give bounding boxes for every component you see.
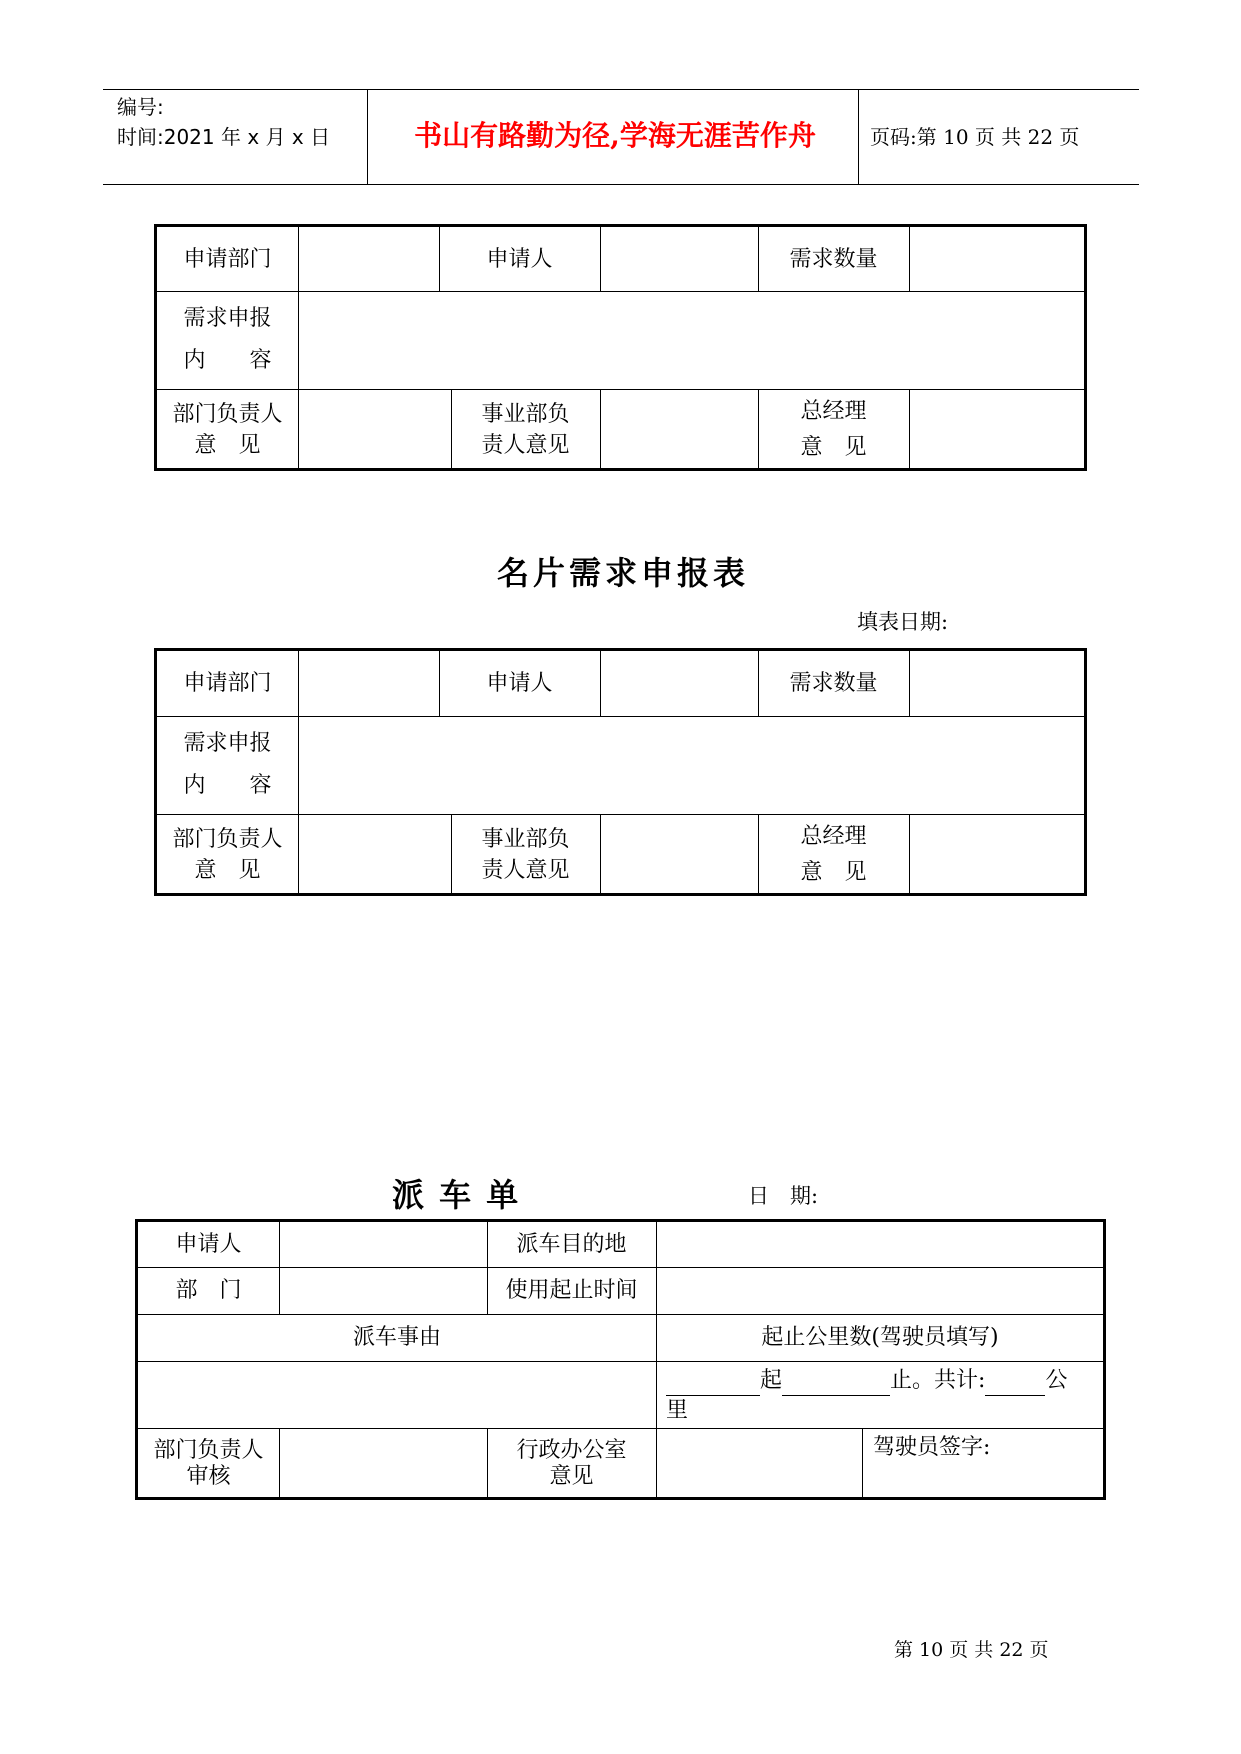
gm-opinion-label: 总经理 意 见: [800, 399, 867, 460]
mileage-header: 起止公里数(驾驶员填写): [761, 1325, 999, 1350]
quantity-label: 需求数量: [789, 246, 878, 272]
usage-time-label: 使用起止时间: [505, 1278, 638, 1303]
applicant-label: 申请人: [486, 246, 553, 272]
gm-opinion-label: 总经理 意 见: [800, 824, 867, 885]
applicant-label: 申请人: [486, 671, 553, 696]
mileage-start-blank[interactable]: [666, 1371, 760, 1396]
dept-field[interactable]: [299, 651, 439, 716]
dept-head-opinion-label: 部门负责人 意 见: [172, 402, 283, 458]
driver-sign-label: 驾驶员签字:: [873, 1435, 991, 1460]
usage-time-field[interactable]: [657, 1267, 1103, 1314]
mileage-fill: [666, 1366, 1100, 1426]
division-head-opinion-label: 事业部负 责人意见: [481, 827, 570, 883]
mileage-unit-b: 里: [666, 1398, 689, 1423]
dept-head-review-label: 部门负责人 审核: [153, 1438, 264, 1489]
time-label: 时间:2021 年 x 月 x 日: [117, 125, 331, 149]
applicant-field[interactable]: [280, 1222, 487, 1267]
dept-head-review-field[interactable]: [280, 1428, 487, 1500]
reason-field[interactable]: [138, 1361, 656, 1428]
division-head-opinion-field[interactable]: [601, 814, 758, 896]
admin-opinion-field[interactable]: [657, 1428, 862, 1500]
dept-label: 部 门: [175, 1278, 242, 1303]
dispatch-form-date-label: 日 期:: [748, 1184, 819, 1208]
content-field[interactable]: [299, 291, 1084, 389]
gm-opinion-field[interactable]: [910, 814, 1084, 896]
destination-field[interactable]: [657, 1222, 1103, 1267]
dept-head-opinion-field[interactable]: [299, 814, 451, 896]
quantity-label: 需求数量: [789, 671, 878, 696]
header-meta: [117, 92, 330, 152]
mileage-start-label: 起: [760, 1368, 783, 1393]
card-form-date-label: 填表日期:: [857, 610, 949, 634]
dept-head-opinion-field[interactable]: [299, 389, 451, 471]
dispatch-form-title: 派 车 单: [392, 1176, 521, 1214]
mileage-total-blank[interactable]: [985, 1371, 1045, 1396]
mileage-end-label: 止。共计:: [890, 1368, 986, 1393]
page-header: [103, 89, 1139, 185]
gm-opinion-field[interactable]: [910, 389, 1084, 471]
mileage-end-blank[interactable]: [782, 1371, 890, 1396]
dept-head-opinion-label: 部门负责人 意 见: [172, 827, 283, 883]
header-divider: [367, 90, 368, 184]
quantity-field[interactable]: [910, 227, 1084, 291]
division-head-opinion-label: 事业部负 责人意见: [481, 402, 570, 458]
applicant-field[interactable]: [601, 651, 758, 716]
dept-label: 申请部门: [183, 671, 272, 696]
page-footer: 第 10 页 共 22 页: [894, 1639, 1049, 1661]
content-field[interactable]: [299, 716, 1084, 814]
code-label: 编号:: [117, 95, 164, 119]
reason-label: 派车事由: [352, 1325, 441, 1350]
page-info: 页码:第 10 页 共 22 页: [870, 125, 1080, 149]
content-label: 需求申报 内 容: [183, 731, 272, 798]
card-form-title: 名片需求申报表: [497, 554, 750, 592]
dispatch-table: [135, 1219, 1106, 1500]
destination-label: 派车目的地: [516, 1232, 627, 1257]
dept-label: 申请部门: [183, 246, 272, 272]
request-table-top: [154, 224, 1087, 471]
content-label: 需求申报 内 容: [183, 306, 272, 373]
dept-field[interactable]: [299, 227, 439, 291]
dept-field[interactable]: [280, 1267, 487, 1314]
card-request-table: [154, 648, 1087, 896]
division-head-opinion-field[interactable]: [601, 389, 758, 471]
motto: 书山有路勤为径,学海无涯苦作舟: [414, 119, 816, 152]
applicant-field[interactable]: [601, 227, 758, 291]
admin-opinion-label: 行政办公室 意见: [516, 1438, 627, 1489]
applicant-label: 申请人: [175, 1232, 242, 1257]
quantity-field[interactable]: [910, 651, 1084, 716]
mileage-unit-a: 公: [1045, 1368, 1068, 1393]
